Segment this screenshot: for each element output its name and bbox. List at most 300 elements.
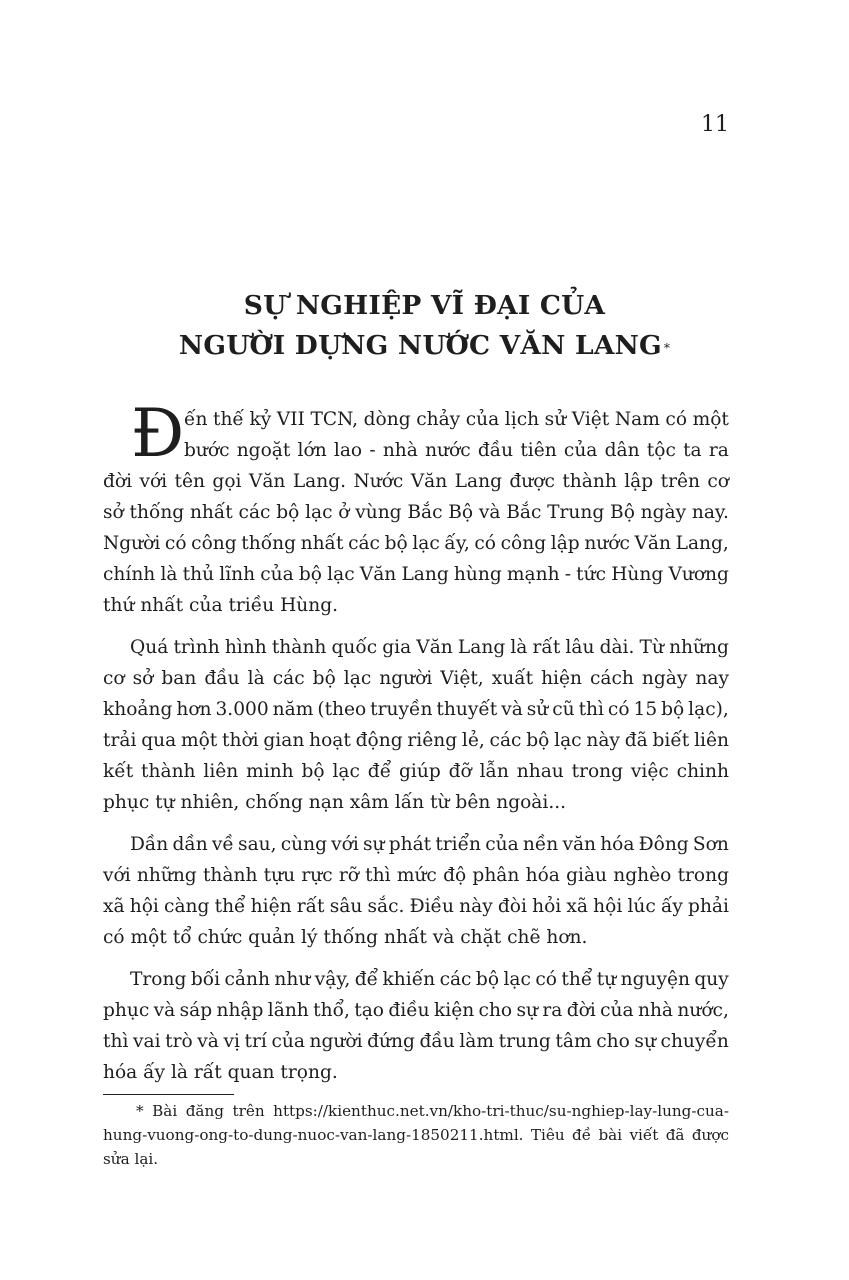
text-line: thứ nhất của triều Hùng. <box>103 595 339 616</box>
word: bộ <box>298 564 323 585</box>
word: hung-vuong-ong-to-dung-nuoc-van-lang-1850211.html. <box>103 1126 524 1144</box>
word: có <box>474 533 496 554</box>
word: TCN, <box>310 409 359 430</box>
word: sau, <box>238 834 277 855</box>
word: với <box>139 471 168 492</box>
word: lạc <box>343 668 372 689</box>
word: sự <box>634 1031 656 1052</box>
word: Từ <box>639 637 664 658</box>
word: điều <box>388 1000 430 1021</box>
word: người <box>309 1031 363 1052</box>
word: phân <box>472 865 520 886</box>
word: kiện <box>433 1000 475 1021</box>
word: Việt <box>571 409 610 430</box>
word: viết <box>629 1126 659 1144</box>
word: ta <box>683 440 702 461</box>
word: giúp <box>399 761 441 782</box>
word: nguyện <box>620 969 690 990</box>
word: mức <box>396 865 437 886</box>
word: đỡ <box>448 761 472 782</box>
word: tiên <box>520 440 557 461</box>
word: cơ <box>103 668 125 689</box>
word: Nước <box>353 471 404 492</box>
word: liên <box>203 761 239 782</box>
word: làm <box>459 1031 495 1052</box>
word: Việt, <box>440 668 484 689</box>
word: đăng <box>185 1102 224 1120</box>
word: hội <box>593 896 623 917</box>
word: tộc <box>646 440 676 461</box>
word: mạnh <box>506 564 560 585</box>
word: công <box>500 533 547 554</box>
word: đã <box>665 1126 685 1144</box>
footnote-line: sửa lại. <box>103 1150 159 1168</box>
word: ngày <box>640 502 687 523</box>
text-line <box>103 404 729 435</box>
word: có <box>607 699 630 720</box>
word: lạc <box>412 533 440 554</box>
word: nay. <box>691 502 729 523</box>
word: lao <box>333 440 363 461</box>
text-line <box>103 528 729 559</box>
word: lớn <box>297 440 327 461</box>
word: đầu <box>419 1031 455 1052</box>
word: thống <box>129 502 185 523</box>
text-line <box>103 964 729 995</box>
text-line <box>103 497 729 528</box>
word: trung <box>498 1031 551 1052</box>
word: truyền <box>370 699 433 720</box>
word: ngoặt <box>236 440 291 461</box>
paragraph-4 <box>103 964 729 1088</box>
word: khoảng <box>103 699 173 720</box>
word: quốc <box>331 637 378 658</box>
word: đòi <box>497 896 527 917</box>
word: của <box>271 1031 305 1052</box>
word: kỷ <box>249 409 272 430</box>
text-line <box>103 1026 729 1057</box>
drop-cap: Đ <box>131 395 185 472</box>
text-line <box>103 756 729 787</box>
word: rất <box>532 637 561 658</box>
word: tạo <box>354 1000 384 1021</box>
word: lạc <box>305 502 333 523</box>
word: gian <box>263 730 305 751</box>
word: nhau <box>516 761 564 782</box>
word: triển <box>435 834 482 855</box>
word: kết <box>103 761 134 782</box>
word: hỏi <box>532 896 562 917</box>
word: tức <box>576 564 607 585</box>
word: là <box>247 668 265 689</box>
word: chinh <box>676 761 729 782</box>
word: Trong <box>130 969 187 990</box>
word: - <box>564 564 572 585</box>
word: nước <box>425 440 471 461</box>
word: rỡ <box>338 865 359 886</box>
word: và <box>153 1000 176 1021</box>
word: đã <box>624 730 648 751</box>
word: bối <box>190 969 221 990</box>
word: thành <box>141 761 196 782</box>
word: xuất <box>491 668 534 689</box>
word: nhà <box>382 440 418 461</box>
text-line: hóa ấy là rất quan trọng. <box>103 1062 338 1083</box>
word: đầu <box>477 440 514 461</box>
word: https://kienthuc.net.vn/kho-tri-thuc/su-nghiep-lay-lung-cua- <box>273 1102 729 1120</box>
word: thống <box>241 533 296 554</box>
word: trong <box>677 865 729 886</box>
word: bộ <box>475 969 500 990</box>
word: ến <box>184 409 208 430</box>
word: bộ <box>384 533 408 554</box>
word: giàu <box>566 865 608 886</box>
word: thành <box>271 637 327 658</box>
word: bài <box>598 1126 623 1144</box>
word: Văn <box>634 533 671 554</box>
word: lâu <box>565 637 595 658</box>
word: hóa <box>525 865 560 886</box>
word: phải <box>688 896 729 917</box>
word: Bắc <box>506 502 542 523</box>
word: thành <box>202 865 258 886</box>
word: sáp <box>179 1000 213 1021</box>
word: trong <box>571 761 624 782</box>
word: chảy <box>416 409 461 430</box>
word: sắc. <box>367 896 405 917</box>
word: hoạt <box>309 730 351 751</box>
word: nước, <box>677 1000 729 1021</box>
footnote-line <box>103 1099 729 1123</box>
word: một <box>180 730 218 751</box>
word: thì <box>578 699 604 720</box>
word: dòng <box>363 409 411 430</box>
word: lãnh <box>267 1000 309 1021</box>
word: Lang, <box>675 533 729 554</box>
text-line <box>103 435 729 466</box>
word: Điều <box>409 896 454 917</box>
word: xã <box>103 896 125 917</box>
footnote <box>103 1099 729 1171</box>
paragraph-3 <box>103 829 729 953</box>
word: và <box>197 1031 219 1052</box>
word: độ <box>443 865 467 886</box>
word: ban <box>161 668 197 689</box>
word: lập <box>624 471 654 492</box>
word: sự <box>516 1000 539 1021</box>
word: bộ <box>661 699 685 720</box>
word: Bắc <box>407 502 443 523</box>
text-line <box>103 559 729 590</box>
text-line: có một tổ chức quản lý thống nhất và chặt chẽ hơn. <box>103 927 588 948</box>
word: ngày <box>641 668 688 689</box>
word: sử <box>544 409 567 430</box>
word: trí <box>244 1031 267 1052</box>
word: này <box>459 896 493 917</box>
word: minh <box>246 761 294 782</box>
word: vậy, <box>314 969 351 990</box>
word: hình <box>224 637 267 658</box>
word: nay <box>695 668 729 689</box>
word: của <box>600 1000 634 1021</box>
word: có <box>665 409 688 430</box>
text-line <box>103 725 729 756</box>
word: nền <box>522 834 559 855</box>
word: đời <box>103 471 133 492</box>
word: Dần <box>130 834 169 855</box>
word: Tiêu <box>530 1126 565 1144</box>
word: vị <box>223 1031 240 1052</box>
word: thủ <box>182 564 215 585</box>
word: cho <box>478 1000 513 1021</box>
word: thì <box>103 1031 129 1052</box>
word: hội <box>129 896 159 917</box>
word: tâm <box>555 1031 592 1052</box>
word: dần <box>172 834 208 855</box>
word: Bộ <box>610 502 635 523</box>
word: những <box>669 637 729 658</box>
word: của <box>485 834 519 855</box>
text-line <box>103 694 729 725</box>
text-line <box>103 891 729 922</box>
word: thì <box>365 865 391 886</box>
word: Lang <box>454 471 502 492</box>
word: các <box>489 730 522 751</box>
word: hóa <box>600 834 635 855</box>
word: hùng <box>453 564 502 585</box>
word: phát <box>388 834 432 855</box>
word: lạc <box>327 564 355 585</box>
word: đề <box>572 1126 592 1144</box>
footnote-line <box>103 1123 729 1147</box>
word: ở <box>338 502 350 523</box>
word: lạc <box>503 969 531 990</box>
word: bước <box>184 440 230 461</box>
text-line <box>103 663 729 694</box>
word: bộ <box>301 761 325 782</box>
word: được <box>691 1126 729 1144</box>
paragraph-1 <box>103 395 729 621</box>
word: sở <box>132 668 154 689</box>
word: năm <box>272 699 314 720</box>
chapter-title-line-2 <box>0 326 849 366</box>
word: văn <box>562 834 597 855</box>
word: riêng <box>407 730 458 751</box>
word: và <box>478 502 501 523</box>
page-number: 11 <box>701 112 729 137</box>
chapter-title-line-2-text: NGƯỜI DỰNG NƯỚC VĂN LANG <box>178 330 662 361</box>
word: các <box>238 502 271 523</box>
word: thuyết <box>436 699 498 720</box>
word: quy <box>694 969 729 990</box>
word: các <box>272 668 305 689</box>
word: (theo <box>317 699 367 720</box>
word: * <box>136 1102 144 1120</box>
word: có <box>164 533 187 554</box>
word: Văn <box>248 471 286 492</box>
word: Vương <box>668 564 729 585</box>
word: Hùng <box>611 564 664 585</box>
word: Trung <box>547 502 605 523</box>
text-line <box>103 632 729 663</box>
word: trên <box>232 1102 265 1120</box>
word: Bộ <box>448 502 474 523</box>
word: ấy <box>660 896 683 917</box>
word: lạc), <box>688 699 729 720</box>
word: bộ <box>526 730 550 751</box>
word: chuyển <box>660 1031 729 1052</box>
word: lẻ, <box>461 730 485 751</box>
word: đứng <box>367 1031 415 1052</box>
word: để <box>354 969 379 990</box>
word: cùng <box>280 834 327 855</box>
word: trên <box>660 471 700 492</box>
word: hiện <box>250 896 292 917</box>
word: như <box>274 969 311 990</box>
word: khiến <box>382 969 436 990</box>
word: hiện <box>541 668 582 689</box>
word: tên <box>174 471 205 492</box>
text-line <box>103 995 729 1026</box>
word: nhập <box>216 1000 264 1021</box>
word: gia <box>382 637 412 658</box>
word: chính <box>103 564 156 585</box>
word: lẫn <box>479 761 509 782</box>
word: lạc <box>332 761 360 782</box>
word: thể <box>561 969 593 990</box>
word: ra <box>542 1000 563 1021</box>
word: ra <box>708 440 729 461</box>
word: nhất <box>300 533 344 554</box>
word: nghèo <box>613 865 672 886</box>
word: trò <box>165 1031 193 1052</box>
word: công <box>191 533 237 554</box>
paragraph-2 <box>103 632 729 818</box>
word: động <box>355 730 403 751</box>
word: đầu <box>204 668 240 689</box>
word: lịch <box>504 409 540 430</box>
word: là <box>160 564 178 585</box>
word: những <box>136 865 197 886</box>
word: có <box>535 969 557 990</box>
word: là <box>510 637 528 658</box>
word: trình <box>173 637 220 658</box>
word: Lang. <box>292 471 347 492</box>
word: sự <box>363 834 385 855</box>
word: dài. <box>599 637 635 658</box>
word: các <box>348 533 380 554</box>
word: thổ, <box>313 1000 350 1021</box>
word: tựu <box>263 865 296 886</box>
word: một <box>692 409 729 430</box>
word: cho <box>596 1031 630 1052</box>
word: trải <box>103 730 137 751</box>
chapter-title <box>0 286 849 366</box>
word: này <box>586 730 620 751</box>
text-line <box>103 860 729 891</box>
word: vai <box>133 1031 161 1052</box>
word: Văn <box>416 637 453 658</box>
word: cũ <box>552 699 575 720</box>
word: bộ <box>312 668 336 689</box>
word: tự <box>596 969 617 990</box>
word: với <box>331 834 359 855</box>
word: để <box>367 761 392 782</box>
word: của <box>563 440 598 461</box>
word: cách <box>590 668 634 689</box>
word: gọi <box>212 471 242 492</box>
word: liên <box>694 730 729 751</box>
word: đời <box>566 1000 596 1021</box>
word: Lang <box>457 637 506 658</box>
word: rất <box>296 896 325 917</box>
word: của <box>260 564 294 585</box>
text-line <box>103 466 729 497</box>
word: vùng <box>355 502 402 523</box>
word: lĩnh <box>219 564 256 585</box>
word: Quá <box>130 637 169 658</box>
word: lúc <box>627 896 656 917</box>
word: các <box>439 969 472 990</box>
word: Văn <box>410 471 448 492</box>
word: xã <box>566 896 588 917</box>
word: Lang <box>401 564 449 585</box>
word: hơn <box>176 699 212 720</box>
word: thể <box>214 896 246 917</box>
word: thành <box>562 471 617 492</box>
word: Sơn <box>692 834 729 855</box>
word: Văn <box>359 564 397 585</box>
body-text <box>103 395 729 1099</box>
text-line <box>103 829 729 860</box>
word: cảnh <box>224 969 270 990</box>
word: và <box>501 699 523 720</box>
word: thời <box>222 730 259 751</box>
word: được <box>509 471 555 492</box>
word: việc <box>630 761 669 782</box>
word: VII <box>276 409 305 430</box>
word: ấy, <box>444 533 470 554</box>
footnote-marker: * <box>663 341 671 355</box>
word: càng <box>164 896 210 917</box>
word: nhà <box>637 1000 674 1021</box>
word: về <box>211 834 234 855</box>
text-line: phục tự nhiên, chống nạn xâm lấn từ bên ngoài... <box>103 792 567 813</box>
word: Đông <box>638 834 689 855</box>
word: biết <box>652 730 690 751</box>
word: sâu <box>329 896 363 917</box>
word: 15 <box>633 699 658 720</box>
word: Người <box>103 533 161 554</box>
word: qua <box>141 730 177 751</box>
word: - <box>369 440 376 461</box>
word: với <box>103 865 131 886</box>
word: của <box>465 409 500 430</box>
word: sở <box>103 502 124 523</box>
footnote-divider <box>103 1094 234 1095</box>
word: bộ <box>276 502 300 523</box>
word: lạc <box>554 730 582 751</box>
word: người <box>379 668 433 689</box>
chapter-title-line-1: SỰ NGHIỆP VĨ ĐẠI CỦA <box>243 290 606 321</box>
word: dân <box>604 440 640 461</box>
word: lập <box>550 533 580 554</box>
word: 3.000 <box>215 699 269 720</box>
word: Bài <box>152 1102 178 1120</box>
word: rực <box>301 865 333 886</box>
word: nước <box>584 533 630 554</box>
word: Nam <box>614 409 660 430</box>
